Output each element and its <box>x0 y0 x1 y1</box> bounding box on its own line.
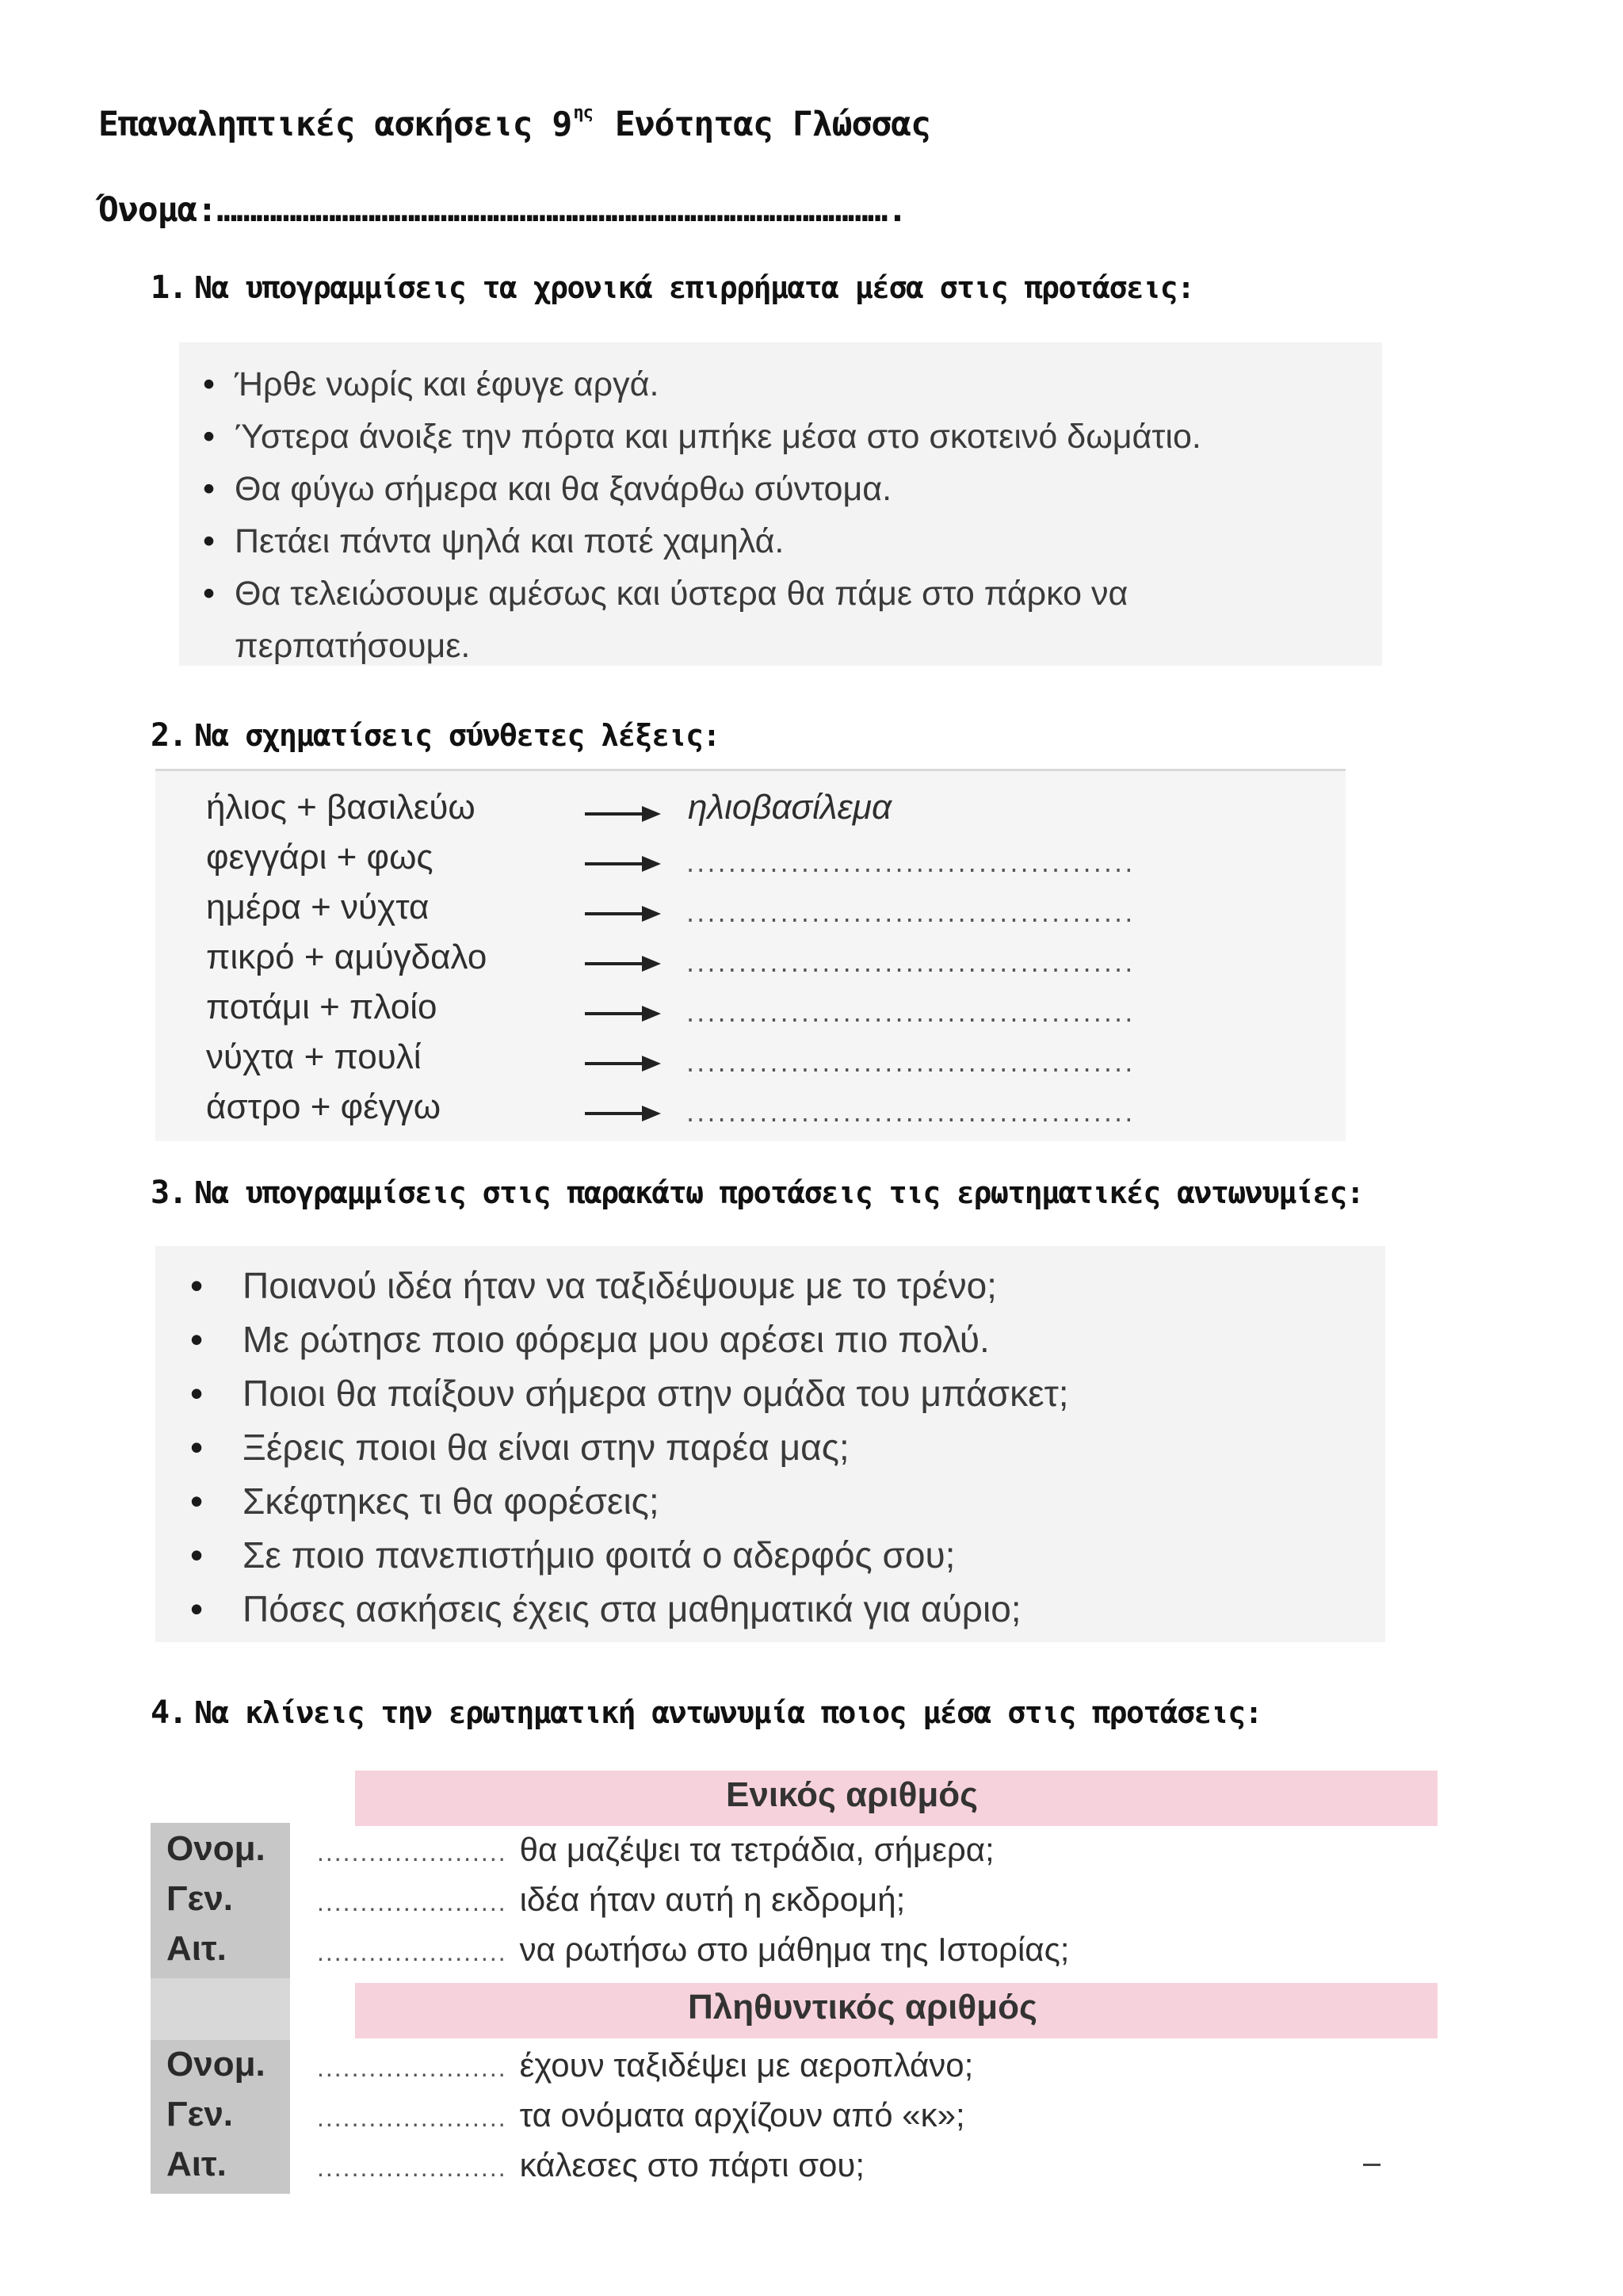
bullet-icon: • <box>203 365 216 403</box>
answer-blank[interactable]: ........................................... <box>686 998 1136 1028</box>
page-title <box>98 103 930 144</box>
answer-blank[interactable]: ........................................... <box>686 1098 1136 1128</box>
instruction-text: Να σχηματίσεις σύνθετες λέξεις: <box>194 718 720 753</box>
bullet-icon: • <box>203 575 216 613</box>
arrow-right-icon <box>585 1052 661 1075</box>
page-mark <box>1363 2164 1381 2166</box>
list-item: • Σε ποιο πανεπιστήμιο φοιτά ο αδερφός σου; <box>190 1528 1069 1582</box>
exercise-3-list <box>190 1259 1069 1636</box>
name-line <box>98 190 907 230</box>
arrow-right-icon <box>585 1102 661 1125</box>
name-label: Όνομα: <box>98 190 217 230</box>
answer-blank[interactable]: ...................... <box>317 2053 507 2082</box>
compound-row-7: άστρο + φέγγω <box>206 1087 441 1126</box>
case-label: Αιτ. <box>166 1929 227 1968</box>
arrow-right-icon <box>585 802 661 826</box>
plural-header <box>355 1983 1438 2038</box>
case-label: Γεν. <box>166 1879 234 1918</box>
exercise-2-panel <box>155 769 1346 1141</box>
exercise-number: 4. <box>151 1694 187 1731</box>
instruction-text: Να υπογραμμίσεις στις παρακάτω προτάσεις τις ερωτηματικές αντωνυμίες: <box>194 1175 1364 1210</box>
list-item: • Σκέφτηκες τι θα φορέσεις; <box>190 1474 1069 1528</box>
list-item-continuation: περπατήσουμε. <box>235 627 471 665</box>
list-item: • Θα τελειώσουμε αμέσως και ύστερα θα πάμε στο πάρκο να <box>203 567 1201 620</box>
compound-row-5: ποτάμι + πλοίο <box>206 988 437 1026</box>
table-row: ...................... να ρωτήσω στο μάθημα της Ιστορίας; <box>317 1931 1070 1968</box>
exercise-number: 2. <box>151 717 187 754</box>
compound-row-6: νύχτα + πουλί <box>206 1037 422 1076</box>
compound-row-1: ήλιος + βασιλεύω <box>206 788 475 827</box>
case-label: Αιτ. <box>166 2145 227 2183</box>
bullet-icon: • <box>190 1427 204 1468</box>
exercise-1-list <box>203 358 1201 672</box>
exercise-1-panel <box>179 342 1382 666</box>
exercise-number: 3. <box>151 1175 187 1211</box>
list-item: • Ήρθε νωρίς και έφυγε αργά. <box>203 358 1201 411</box>
instruction-text: Να υπογραμμίσεις τα χρονικά επιρρήματα μέσα στις προτάσεις: <box>194 270 1194 305</box>
list-item: • Ύστερα άνοιξε την πόρτα και μπήκε μέσα στο σκοτεινό δωμάτιο. <box>203 411 1201 463</box>
case-label: Ονομ. <box>166 2045 265 2084</box>
title-rest: Ενότητας Γλώσσας <box>614 105 931 144</box>
title-superscript: ης <box>573 103 593 123</box>
divider <box>155 769 1346 771</box>
exercise-3-instruction <box>151 1175 1363 1211</box>
singular-title: Ενικός αριθμός <box>726 1775 979 1814</box>
arrow-right-icon <box>585 902 661 926</box>
bullet-icon: • <box>203 418 216 456</box>
bullet-icon: • <box>190 1480 204 1522</box>
bullet-icon: • <box>203 522 216 560</box>
case-label: Γεν. <box>166 2095 234 2134</box>
answer-blank[interactable]: ...................... <box>317 2153 507 2182</box>
answer-blank[interactable]: ........................................... <box>686 898 1136 928</box>
case-column-spacer <box>151 1978 290 2040</box>
exercise-1-instruction <box>151 269 1193 306</box>
bullet-icon: • <box>203 470 216 508</box>
list-item: • Ποιοι θα παίξουν σήμερα στην ομάδα του μπάσκετ; <box>190 1366 1069 1420</box>
bullet-icon: • <box>190 1588 204 1629</box>
list-item: • Ποιανού ιδέα ήταν να ταξιδέψουμε με το τρένο; <box>190 1259 1069 1312</box>
compound-row-3: ημέρα + νύχτα <box>206 888 430 926</box>
table-row: ...................... κάλεσες στο πάρτι σου; <box>317 2146 865 2183</box>
arrow-right-icon <box>585 952 661 976</box>
list-item: • Πετάει πάντα ψηλά και ποτέ χαμηλά. <box>203 515 1201 567</box>
bullet-icon: • <box>190 1534 204 1576</box>
answer-blank[interactable]: ...................... <box>317 2103 507 2132</box>
answer-blank[interactable]: ...................... <box>317 1838 507 1866</box>
bullet-icon: • <box>190 1319 204 1360</box>
case-label: Ονομ. <box>166 1829 265 1868</box>
compound-row-4: πικρό + αμύγδαλο <box>206 938 487 976</box>
bullet-icon: • <box>190 1265 204 1306</box>
list-item: • Πόσες ασκήσεις έχεις στα μαθηματικά για αύριο; <box>190 1582 1069 1636</box>
arrow-right-icon <box>585 852 661 876</box>
name-blank: …………………………………………………………………………………………. <box>216 190 907 230</box>
instruction-text: Να κλίνεις την ερωτηματική αντωνυμία ποιος μέσα στις προτάσεις: <box>194 1695 1262 1730</box>
list-item: • Με ρώτησε ποιο φόρεμα μου αρέσει πιο πολύ. <box>190 1312 1069 1366</box>
declension-table <box>151 1766 1438 2183</box>
table-row: ...................... έχουν ταξιδέψει με αεροπλάνο; <box>317 2046 974 2084</box>
table-row: ...................... τα ονόματα αρχίζουν από «κ»; <box>317 2096 965 2134</box>
exercise-4-instruction <box>151 1694 1262 1731</box>
arrow-right-icon <box>585 1002 661 1026</box>
answer-blank[interactable]: ........................................... <box>686 948 1136 978</box>
title-main: Επαναληπτικές ασκήσεις 9 <box>98 105 572 144</box>
exercise-2-instruction <box>151 717 720 754</box>
table-row: ...................... ιδέα ήταν αυτή η εκδρομή; <box>317 1881 906 1918</box>
answer-blank[interactable]: ........................................... <box>686 1048 1136 1078</box>
bullet-icon: • <box>190 1373 204 1414</box>
plural-title: Πληθυντικός αριθμός <box>688 1988 1037 2027</box>
list-item: • Θα φύγω σήμερα και θα ξανάρθω σύντομα. <box>203 463 1201 515</box>
table-row: ...................... θα μαζέψει τα τετράδια, σήμερα; <box>317 1831 995 1868</box>
answer-blank[interactable]: ........................................... <box>686 848 1136 878</box>
singular-header <box>355 1771 1438 1826</box>
example-answer: ηλιοβασίλεμα <box>688 788 892 827</box>
exercise-3-panel <box>155 1246 1385 1642</box>
answer-blank[interactable]: ...................... <box>317 1888 507 1916</box>
compound-row-2: φεγγάρι + φως <box>206 838 433 877</box>
answer-blank[interactable]: ...................... <box>317 1938 507 1966</box>
list-item: • Ξέρεις ποιοι θα είναι στην παρέα μας; <box>190 1420 1069 1474</box>
exercise-number: 1. <box>151 269 187 306</box>
